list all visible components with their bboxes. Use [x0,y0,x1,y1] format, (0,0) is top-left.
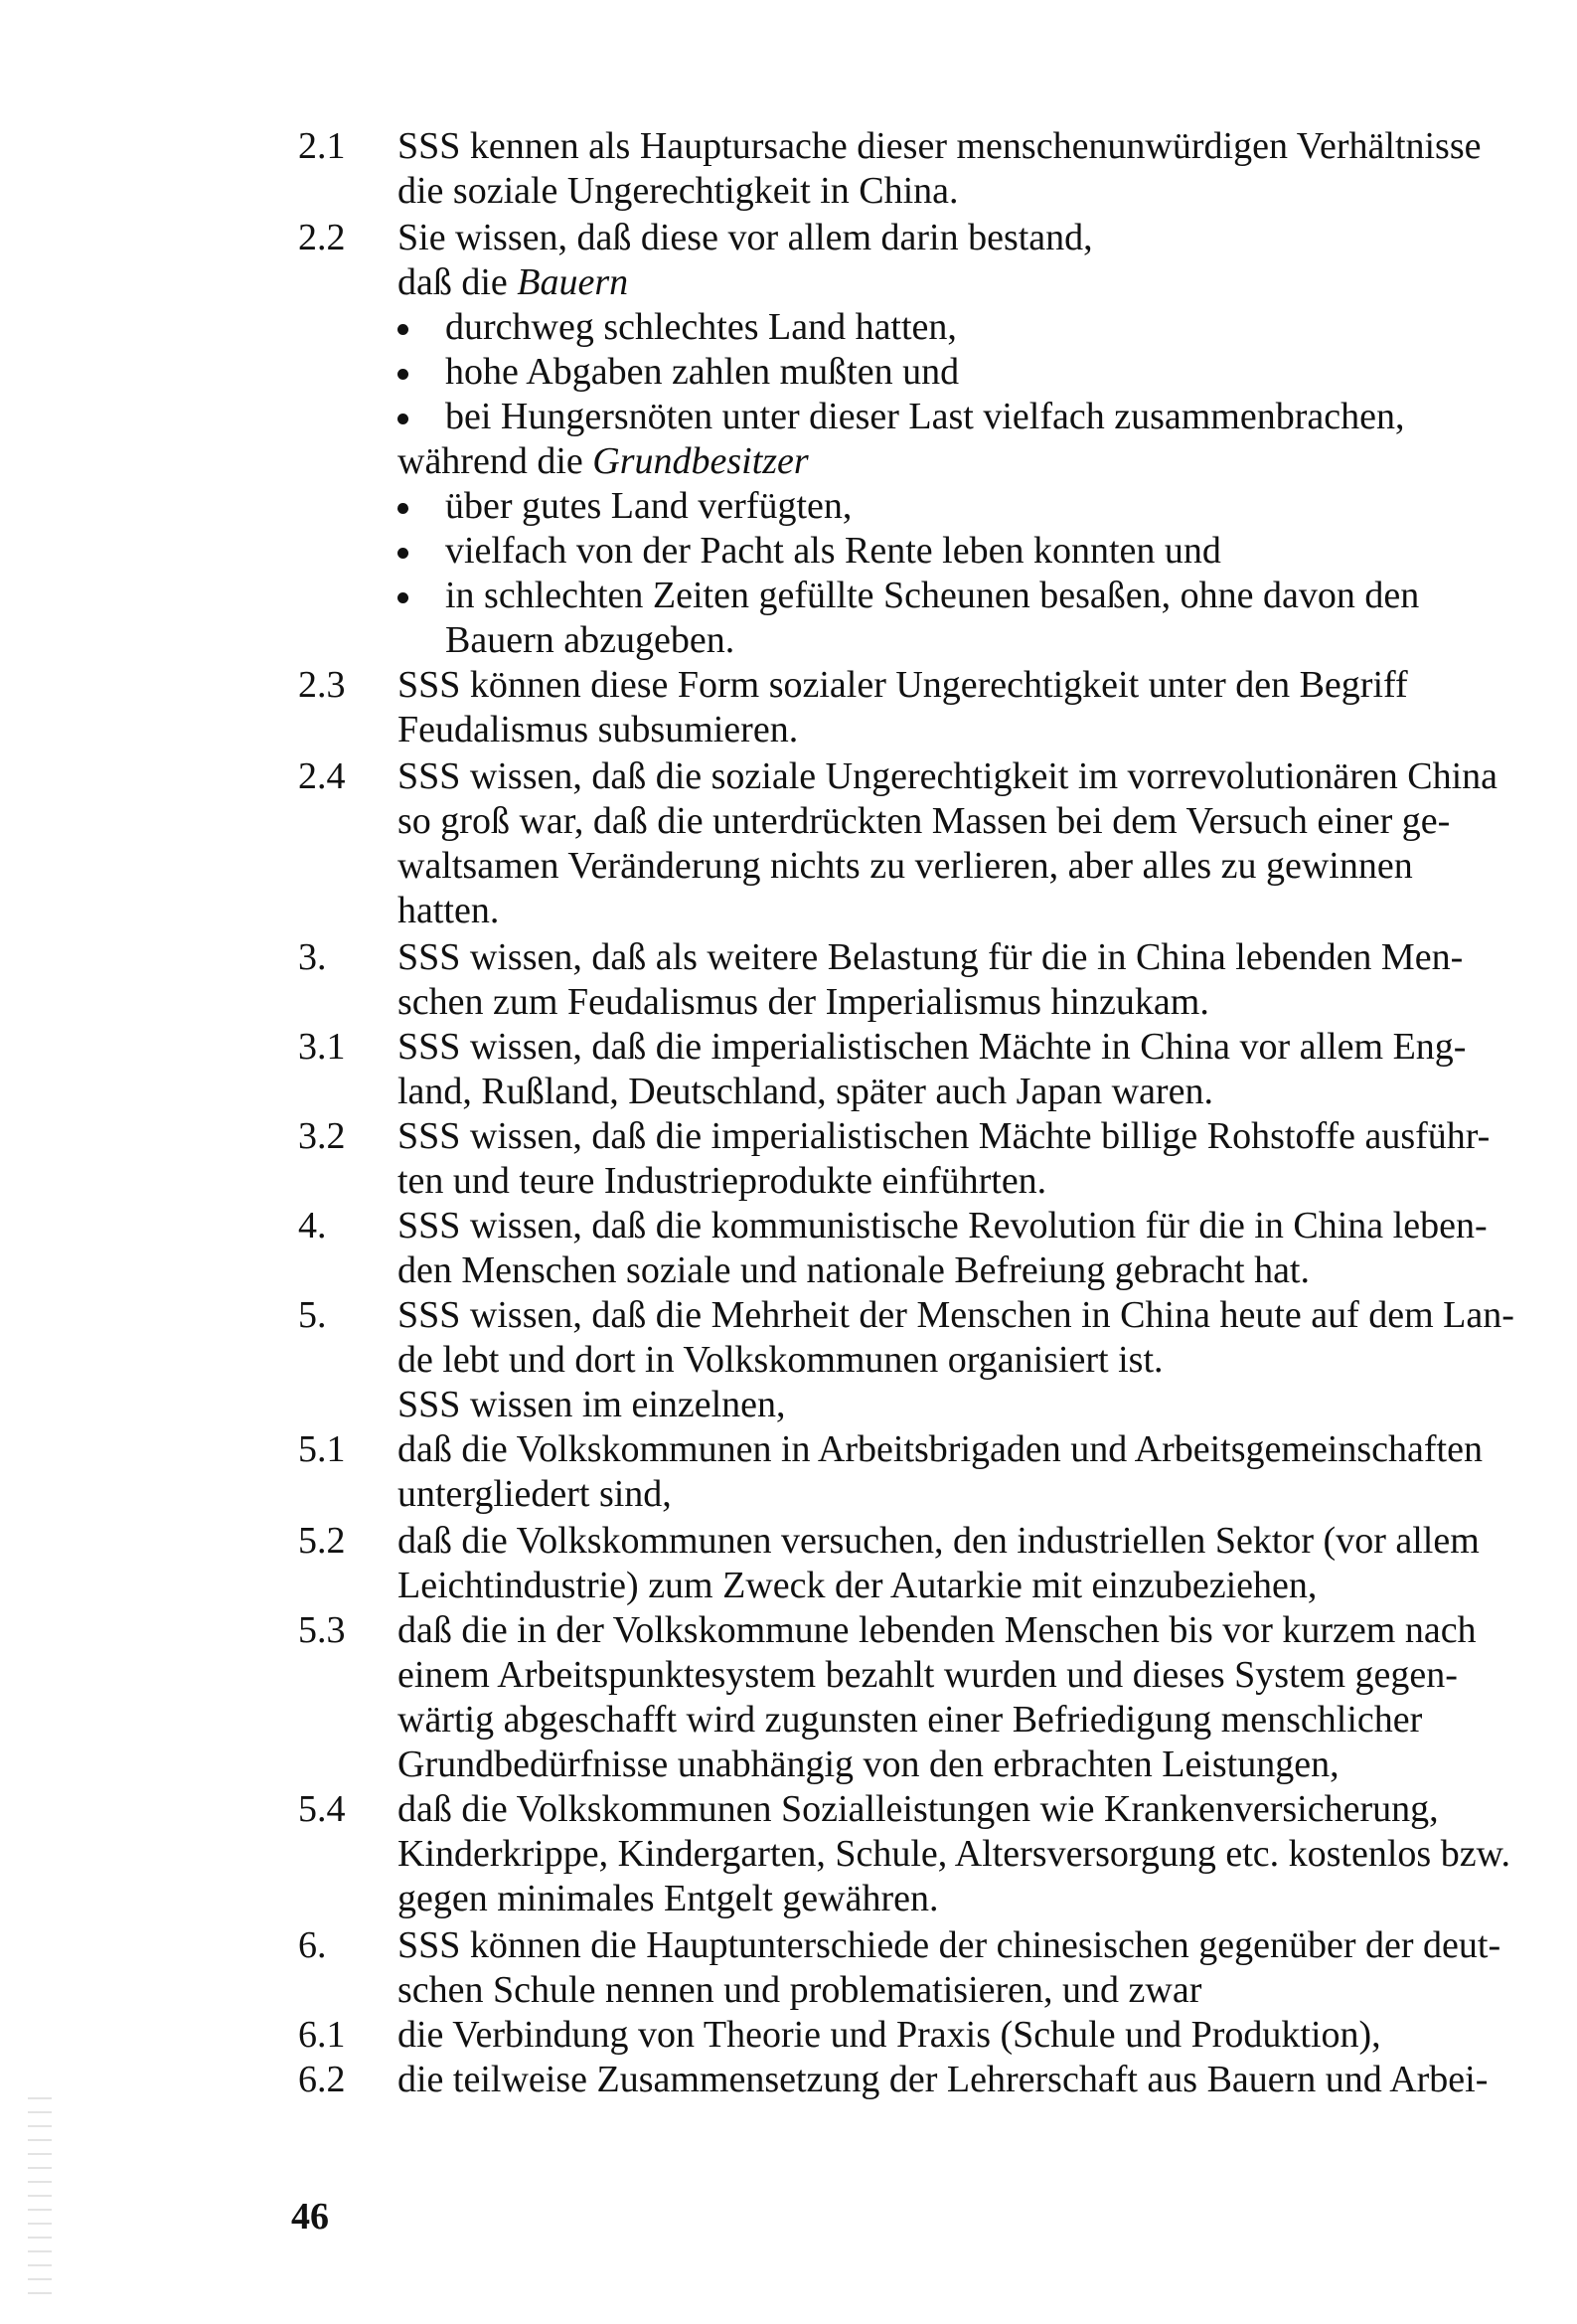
section-2-4 [298,754,1540,933]
text-line: einem Arbeitspunktesystem bezahlt wurden und dieses System gegen- [397,1654,1458,1696]
text-line: ten und teure Industrieprodukte einführten. [397,1160,1047,1202]
text-line: SSS wissen, daß als weitere Belastung für die in China lebenden Men- [397,936,1464,978]
text-line: hatten. [397,890,500,931]
text-line: SSS können diese Form sozialer Ungerechtigkeit unter den Begriff [397,664,1408,706]
text-line: Sie wissen, daß diese vor allem darin bestand, [397,217,1093,258]
emphasis-grundbesitzer: Grundbesitzer [592,440,809,482]
section-5-4 [298,1787,1540,1921]
section-text [397,1787,1540,1921]
text-run: daß die [397,261,518,303]
text-line: daß die Volkskommunen Sozialleistungen wie Krankenversicherung, [397,1788,1439,1830]
section-text [397,1204,1540,1293]
text-line: daß die Volkskommunen in Arbeitsbrigaden und Arbeitsgemeinschaften [397,1428,1483,1470]
section-text [397,1519,1540,1608]
text-run: in schlechten Zeiten gefüllte Scheunen besaßen, ohne davon den [445,575,1420,616]
document-body [298,124,1540,2102]
section-number: 3. [298,936,327,978]
text-line: SSS wissen, daß die soziale Ungerechtigkeit im vorrevolutionären China [397,755,1498,797]
section-number: 2.1 [298,125,346,167]
text-line: die Verbindung von Theorie und Praxis (Schule und Produktion), [397,2014,1381,2056]
owners-bullet-list [397,484,1540,663]
text-line: schen Schule nennen und problematisieren, und zwar [397,1969,1202,2011]
section-number: 5.2 [298,1520,346,1562]
bullet-item: vielfach von der Pacht als Rente leben konnten und [397,529,1540,574]
section-text [397,1025,1540,1114]
section-2-2 [298,216,1540,663]
bullet-item: über gutes Land verfügten, [397,484,1540,529]
text-line: Kinderkrippe, Kindergarten, Schule, Altersversorgung etc. kostenlos bzw. [397,1833,1511,1875]
page-number: 46 [291,2196,329,2238]
section-text [397,1427,1540,1517]
section-3-1 [298,1025,1540,1114]
text-line: daß die Volkskommunen versuchen, den industriellen Sektor (vor allem [397,1520,1480,1562]
text-line: land, Rußland, Deutschland, später auch Japan waren. [397,1071,1213,1112]
owners-heading [397,439,1540,484]
section-number: 6.2 [298,2059,346,2100]
section-text [397,1923,1540,2013]
section-number: 2.4 [298,755,346,797]
text-run: während die [397,440,593,482]
section-5-2 [298,1519,1540,1608]
text-line: die teilweise Zusammensetzung der Lehrerschaft aus Bauern und Arbei- [397,2059,1489,2100]
text-line: gegen minimales Entgelt gewähren. [397,1878,939,1919]
text-line: schen zum Feudalismus der Imperialismus hinzukam. [397,981,1209,1023]
text-line: SSS kennen als Hauptursache dieser menschenunwürdigen Verhältnisse [397,125,1482,167]
section-text [397,1114,1540,1204]
text-line: SSS können die Hauptunterschiede der chinesischen gegenüber der deut- [397,1924,1501,1966]
text-line: SSS wissen, daß die imperialistischen Mächte billige Rohstoffe ausführ- [397,1115,1491,1157]
section-text [397,935,1540,1025]
section-5-1 [298,1427,1540,1517]
section-number: 4. [298,1205,327,1246]
section-4 [298,1204,1540,1293]
emphasis-bauern: Bauern [517,261,629,303]
text-line: die soziale Ungerechtigkeit in China. [397,170,959,212]
section-text [397,754,1540,933]
section-number: 2.2 [298,217,346,258]
section-text [397,1293,1540,1427]
text-line: SSS wissen, daß die Mehrheit der Menschen in China heute auf dem Lan- [397,1294,1514,1336]
text-line: Grundbedürfnisse unabhängig von den erbrachten Leistungen, [397,1743,1340,1785]
text-line: SSS wissen im einzelnen, [397,1384,786,1425]
section-3-2 [298,1114,1540,1204]
text-run: Bauern abzugeben. [445,619,735,661]
section-text [397,216,1540,663]
section-5-3 [298,1608,1540,1787]
section-number: 5.3 [298,1609,346,1651]
section-5 [298,1293,1540,1427]
section-6-2 [298,2058,1540,2102]
bullet-item [397,574,1540,663]
section-number: 5.4 [298,1788,346,1830]
section-text [397,1608,1540,1787]
section-2-1 [298,124,1540,214]
section-2-3 [298,663,1540,752]
section-number: 5. [298,1294,327,1336]
bullet-item: durchweg schlechtes Land hatten, [397,305,1540,350]
section-text [397,124,1540,214]
section-3 [298,935,1540,1025]
text-line: Leichtindustrie) zum Zweck der Autarkie mit einzubeziehen, [397,1565,1318,1606]
text-line: SSS wissen, daß die kommunistische Revolution für die in China leben- [397,1205,1488,1246]
text-line: de lebt und dort in Volkskommunen organisiert ist. [397,1339,1164,1381]
section-number: 5.1 [298,1428,346,1470]
text-line: wärtig abgeschafft wird zugunsten einer Befriedigung menschlicher [397,1699,1423,1741]
section-number: 6.1 [298,2014,346,2056]
text-line: daß die in der Volkskommune lebenden Menschen bis vor kurzem nach [397,1609,1477,1651]
section-text [397,2058,1540,2102]
section-6 [298,1923,1540,2013]
text-line: so groß war, daß die unterdrückten Massen bei dem Versuch einer ge- [397,800,1451,842]
text-line: Feudalismus subsumieren. [397,709,799,750]
bullet-item: hohe Abgaben zahlen mußten und [397,350,1540,395]
scan-artifact [28,2097,52,2296]
section-number: 6. [298,1924,327,1966]
section-text [397,663,1540,752]
text-line: waltsamen Veränderung nichts zu verlieren, aber alles zu gewinnen [397,845,1413,887]
section-number: 3.2 [298,1115,346,1157]
section-number: 2.3 [298,664,346,706]
text-line: untergliedert sind, [397,1473,672,1515]
text-line: den Menschen soziale und nationale Befreiung gebracht hat. [397,1249,1310,1291]
section-text [397,2013,1540,2058]
text-line: SSS wissen, daß die imperialistischen Mächte in China vor allem Eng- [397,1026,1467,1068]
farmers-bullet-list [397,305,1540,439]
farmers-heading [397,260,1540,305]
section-number: 3.1 [298,1026,346,1068]
bullet-item: bei Hungersnöten unter dieser Last vielfach zusammenbrachen, [397,395,1540,439]
section-6-1 [298,2013,1540,2058]
